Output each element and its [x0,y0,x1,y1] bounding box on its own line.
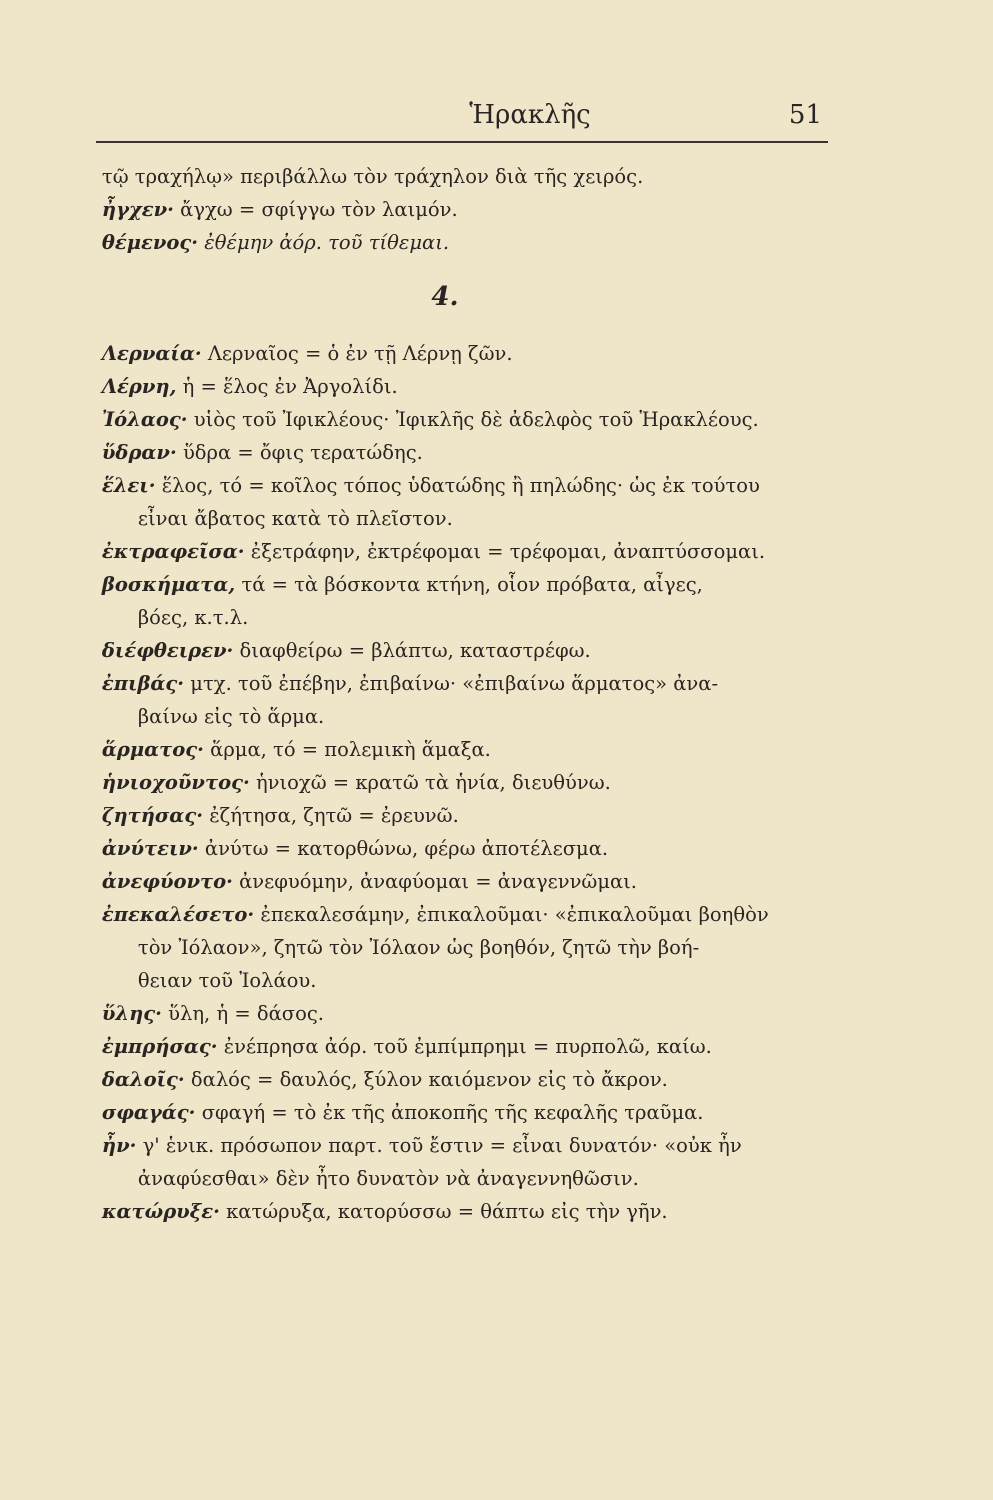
gloss-entry [102,160,828,193]
gloss-text: σφαγή = τὸ ἐκ τῆς ἀποκοπῆς τῆς κεφαλῆς τραῦμα. [201,1101,704,1124]
gloss-entry [102,733,828,766]
headword: Ἰόλαος· [101,408,188,431]
gloss-entry [102,436,828,469]
headword: ἐπεκαλέσετο· [101,903,255,926]
headword: ἦγχεν· [101,198,174,221]
headword: ἀνύτειν· [101,837,199,860]
gloss-text: μτχ. τοῦ ἐπέβην, ἐπιβαίνω· «ἐπιβαίνω ἅρματος» ἀνα- [190,672,719,695]
gloss-text: ἕλος, τό = κοῖλος τόπος ὑδατώδης ἢ πηλώδης· ὡς ἐκ τούτου [161,474,760,497]
gloss-text: ἅρμα, τό = πολεμικὴ ἅμαξα. [210,738,491,761]
gloss-entry [102,898,828,997]
gloss-continuation: θειαν τοῦ Ἰολάου. [137,969,317,992]
gloss-entry [102,1063,828,1096]
gloss-entry [102,1096,828,1129]
gloss-entry [102,403,828,436]
running-header: Ἡρακλῆς [469,100,591,130]
gloss-text: ἀνύτω = κατορθώνω, φέρω ἀποτέλεσμα. [204,837,609,860]
gloss-entry [102,1129,828,1195]
gloss-text: τά = τὰ βόσκοντα κτήνη, οἷον πρόβατα, αἶγες, [241,573,703,596]
gloss-entry [102,634,828,667]
headword: ζητήσας· [101,804,203,827]
gloss-entry [102,535,828,568]
headword: σφαγάς· [101,1101,196,1124]
headword: κατώρυξε· [101,1200,220,1223]
gloss-text: ἐζήτησα, ζητῶ = ἐρευνῶ. [209,804,459,827]
headword: διέφθειρεν· [101,639,234,662]
gloss-text: ἐξετράφην, ἐκτρέφομαι = τρέφομαι, ἀναπτύσσομαι. [250,540,766,563]
gloss-entry [102,766,828,799]
gloss-text: ἐθέμην ἀόρ. τοῦ τίθεμαι. [204,231,450,254]
gloss-text: ἡ = ἕλος ἐν Ἀργολίδι. [182,375,398,398]
gloss-entry [102,667,828,733]
gloss-text: ἀνεφυόμην, ἀναφύομαι = ἀναγεννῶμαι. [239,870,638,893]
headword: ἀνεφύοντο· [101,870,233,893]
gloss-entry [102,370,828,403]
gloss-continuation: εἶναι ἄβατος κατὰ τὸ πλεῖστον. [137,507,453,530]
headword: ὕλης· [101,1002,162,1025]
gloss-text: ἐνέπρησα ἀόρ. τοῦ ἐμπίμπρημι = πυρπολῶ, καίω. [223,1035,712,1058]
gloss-entry [102,1030,828,1063]
headword: ἦν· [101,1134,137,1157]
page-number: 51 [788,100,822,130]
gloss-entry [102,469,828,535]
gloss-entry [102,799,828,832]
headword: ἡνιοχοῦντος· [101,771,250,794]
gloss-entry [102,865,828,898]
header-rule [96,141,828,143]
gloss-continuation: βόες, κ.τ.λ. [137,606,249,629]
headword: ἕλει· [101,474,156,497]
gloss-text: ἡνιοχῶ = κρατῶ τὰ ἡνία, διευθύνω. [255,771,611,794]
gloss-text: Λερναῖος = ὁ ἐν τῇ Λέρνῃ ζῶν. [207,342,513,365]
gloss-entry [102,997,828,1030]
headword: Λερναία· [101,342,202,365]
gloss-entry [102,832,828,865]
headword: ὕδραν· [101,441,177,464]
headword: ἐμπρήσας· [101,1035,218,1058]
section-number: 4. [431,282,459,312]
headword: θέμενος· [101,231,199,254]
gloss-entry [102,1195,828,1228]
gloss-text: ὕδρα = ὄφις τερατώδης. [182,441,423,464]
gloss-text: διαφθείρω = βλάπτω, καταστρέφω. [239,639,591,662]
gloss-continuation: τὸν Ἰόλαον», ζητῶ τὸν Ἰόλαον ὡς βοηθόν, ζητῶ τὴν βοή- [137,936,700,959]
gloss-text: κατώρυξα, κατορύσσω = θάπτω εἰς τὴν γῆν. [226,1200,668,1223]
glossary-body [102,160,828,1228]
headword: βοσκήματα, [101,573,236,596]
gloss-entry [102,226,828,259]
gloss-continuation: βαίνω εἰς τὸ ἅρμα. [137,705,325,728]
gloss-text: τῷ τραχήλῳ» περιβάλλω τὸν τράχηλον διὰ τῆς χειρός. [101,165,644,188]
headword: ἐπιβάς· [101,672,185,695]
headword: ἅρματος· [101,738,204,761]
gloss-entry [102,337,828,370]
gloss-text: ἄγχω = σφίγγω τὸν λαιμόν. [180,198,458,221]
headword: Λέρνη, [101,375,177,398]
gloss-text: ἐπεκαλεσάμην, ἐπικαλοῦμαι· «ἐπικαλοῦμαι βοηθὸν [260,903,769,926]
headword: δαλοῖς· [101,1068,185,1091]
gloss-text: δαλός = δαυλός, ξύλον καιόμενον εἰς τὸ ἄκρον. [190,1068,668,1091]
headword: ἐκτραφεῖσα· [101,540,245,563]
gloss-entry [102,193,828,226]
gloss-entry [102,568,828,634]
gloss-continuation: ἀναφύεσθαι» δὲν ἦτο δυνατὸν νὰ ἀναγεννηθῶσιν. [137,1167,639,1190]
gloss-text: ὕλη, ἡ = δάσος. [168,1002,324,1025]
gloss-text: γ' ἑνικ. πρόσωπον παρτ. τοῦ ἔστιν = εἶναι δυνατόν· «οὐκ ἦν [142,1134,742,1157]
gloss-text: υἱὸς τοῦ Ἰφικλέους· Ἰφικλῆς δὲ ἀδελφὸς τοῦ Ἡρακλέους. [193,408,759,431]
